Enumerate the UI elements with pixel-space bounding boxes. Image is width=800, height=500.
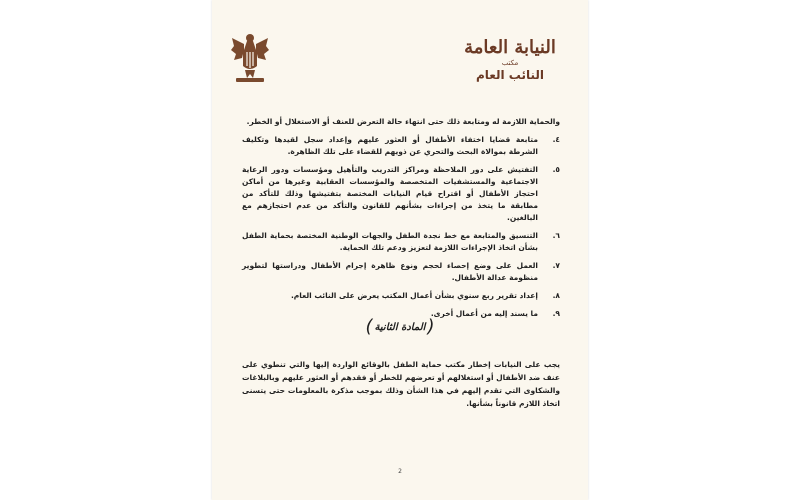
list-item-4 xyxy=(242,134,560,158)
item-number: ٦. xyxy=(552,231,560,240)
item-text: التفتيش على دور الملاحظة ومراكز التدريب والتأهيل ومؤسسات ودور الرعاية الاجتماعية والمستشفيات المتخصصة والمؤسسات العقابية وغيرها من أماكن احتجاز الأطفال أو اقتراح قيام النيابات المختصة بتفتيشها وذلك للتأكد من مطابقة ما يتخذ من إجراءات بشأنهم للقانون والتأكد من عدم احتجازهم مع البالغين. xyxy=(242,165,538,222)
intro-paragraph: والحماية اللازمة له ومتابعة ذلك حتى انتهاء حالة التعرض للعنف أو الاستغلال أو الخطر. xyxy=(246,117,560,126)
item-text: إعداد تقرير ربع سنوي بشأن أعمال المكتب يعرض على النائب العام. xyxy=(290,291,538,300)
list-item-7 xyxy=(242,260,560,284)
item-number: ٩. xyxy=(552,309,560,318)
document-body xyxy=(242,116,560,326)
article-heading: (المادة الثانية) xyxy=(365,316,435,337)
letterhead xyxy=(450,38,570,83)
item-number: ٥. xyxy=(552,165,560,174)
list-item-5 xyxy=(242,164,560,224)
article-heading-text: المادة الثانية xyxy=(374,322,426,333)
letterhead-title: النيابة العامة xyxy=(464,37,556,58)
item-number: ٧. xyxy=(552,261,560,270)
eagle-emblem-icon xyxy=(230,30,270,86)
document-page xyxy=(212,0,588,500)
letterhead-subtitle: مكتب xyxy=(501,59,519,67)
article-two-paragraph: يجب على النيابات إخطار مكتب حماية الطفل بالوقائع الواردة إليها والتي تنطوي على عنف ضد الأطفال أو استغلالهم أو تعرضهم للخطر أو فقدهم أو العثور عليهم وبالبلاغات والشكاوى التي تقدم إليهم في هذا الشأن وذلك بموجب مذكرة بالمعلومات حتى يتسنى اتخاذ اللازم قانوناً بشأنها. xyxy=(242,359,560,408)
article-heading-wrap xyxy=(212,315,588,337)
item-number: ٤. xyxy=(552,135,560,144)
item-text: العمل على وضع إحصاء لحجم ونوع ظاهرة إجرام الأطفال ودراستها لتطوير منظومة عدالة الأطفال. xyxy=(242,261,538,282)
letterhead-office: النائب العام xyxy=(475,68,545,82)
list-item-6 xyxy=(242,230,560,254)
item-text: متابعة قضايا اختفاء الأطفال أو العثور عليهم وإعداد سجل لقيدها وتكليف الشرطة بموالاة البحث والتحري عن ذويهم للقضاء على تلك الظاهرة. xyxy=(242,135,538,156)
list-item-8 xyxy=(242,290,560,302)
page-number: 2 xyxy=(398,468,402,475)
item-number: ٨. xyxy=(552,291,560,300)
item-text: التنسيق والمتابعة مع خط نجدة الطفل والجهات الوطنية المختصة بحماية الطفل بشأن اتخاذ الإجراءات اللازمة لتعزيز ودعم تلك الحماية. xyxy=(242,231,538,252)
item-text: ما يسند إليه من أعمال أخرى. xyxy=(430,309,538,318)
